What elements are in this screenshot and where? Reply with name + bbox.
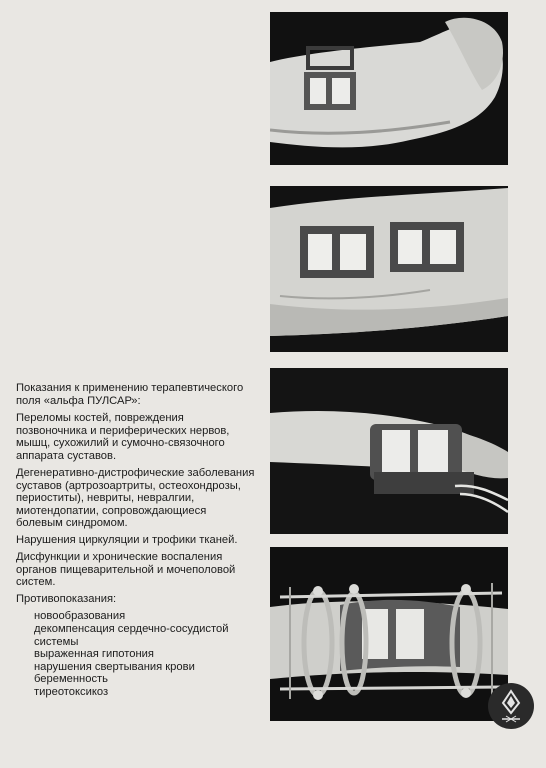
contraindications-list	[16, 610, 256, 698]
indication-paragraph: Нарушения циркуляции и трофики тканей.	[16, 534, 238, 547]
limb-in-external-fixator-photo	[270, 547, 508, 721]
contraindication-item: новообразования	[34, 610, 126, 623]
contraindication-item: выраженная гипотония	[34, 648, 154, 661]
contraindication-item: нарушения свертывания крови	[34, 660, 195, 673]
indications-text-block	[16, 382, 256, 699]
indication-paragraph: Переломы костей, повреждения позвоночника и периферических нервов, мышц, сухожилий и сумочно-связочного аппарата суставов.	[16, 412, 230, 462]
contraindication-item: тиреотоксикоз	[34, 686, 109, 699]
indications-heading: Показания к применению терапевтического поля «альфа ПУЛСАР»:	[16, 382, 244, 407]
indication-paragraph: Дегенеративно-дистрофические заболевания суставов (артрозоартриты, остеохондрозы, периоститы), невриты, невралгии, миотендопатии, сопровождающиеся болевым синдромом.	[16, 466, 255, 530]
contraindication-item: декомпенсация сердечно-сосудистой системы	[34, 623, 229, 648]
diamond-logo-icon	[488, 683, 534, 729]
leg-with-two-applicators-photo	[270, 186, 508, 352]
forearm-applicator-with-cables-photo	[270, 368, 508, 534]
wrist-with-applicator-photo	[270, 12, 508, 165]
indication-paragraph: Дисфункции и хронические воспаления органов пищеварительной и мочеполовой систем.	[16, 551, 236, 589]
contraindication-item: беременность	[34, 673, 108, 686]
contraindications-title: Противопоказания:	[16, 593, 117, 606]
